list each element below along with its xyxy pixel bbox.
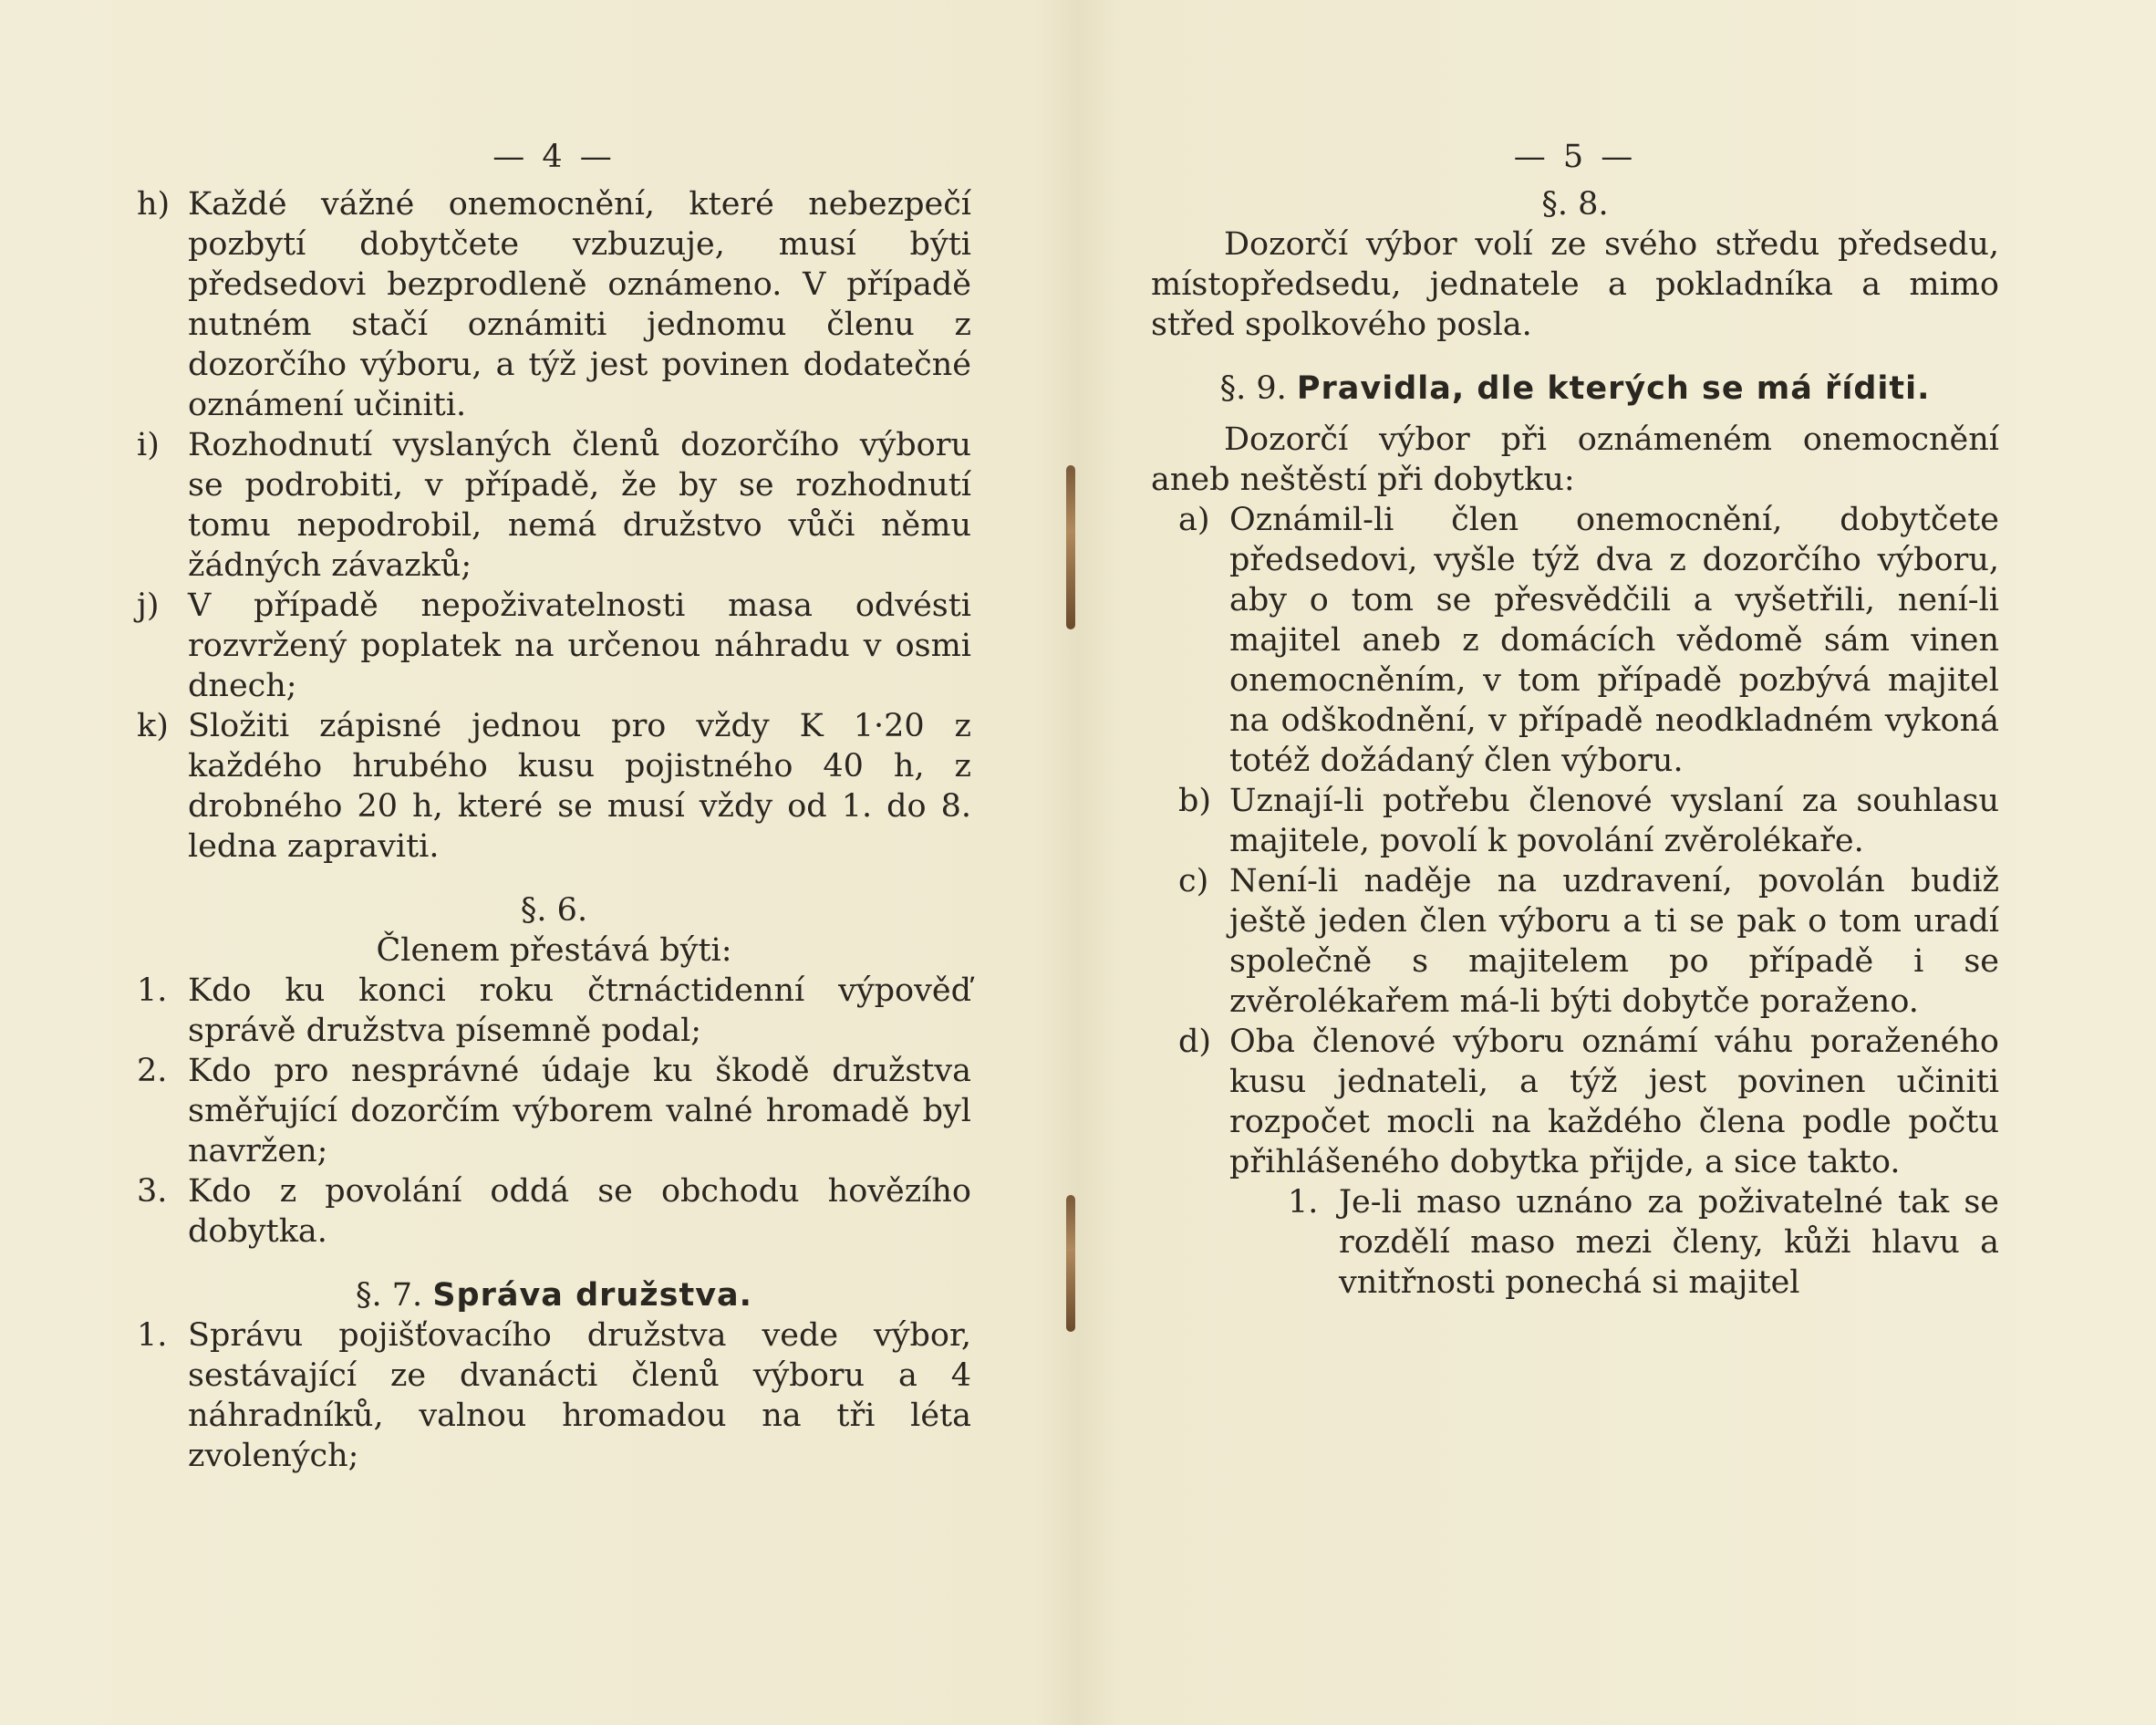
spacer — [1151, 409, 1999, 420]
left-page — [137, 137, 971, 1476]
binding-stitch-bottom — [1066, 1195, 1075, 1332]
section-6-subheading: Členem přestává býti: — [376, 932, 732, 969]
spacer — [137, 1252, 971, 1275]
section-7-title: Správa družstva. — [432, 1277, 752, 1314]
list-item — [137, 425, 971, 586]
list-item — [1151, 861, 1999, 1022]
list-item — [137, 1051, 971, 1171]
item-label: 1. — [137, 972, 168, 1009]
item-text: Uznají-li potřebu členové vyslaní za souhlasu majitele, povolí k povolání zvěrolékaře. — [1229, 783, 1999, 859]
item-label: i) — [137, 427, 160, 463]
item-label: a) — [1178, 502, 1210, 538]
item-label: h) — [137, 186, 171, 223]
item-text: Správu pojišťovacího družstva vede výbor, sestávající ze dvanácti členů výboru a 4 náhradníků, valnou hromadou na tři léta zvolených; — [188, 1317, 971, 1474]
item-label: 2. — [137, 1053, 168, 1089]
item-text: Oba členové výboru oznámí váhu poraženého kusu jednateli, a týž jest povinen učiniti rozpočet mocli na každého člena podle počtu přihlášeného dobytka přijde, a sice takto. — [1229, 1024, 1999, 1180]
list-item — [137, 971, 971, 1051]
section-8-heading: §. 8. — [1541, 186, 1609, 223]
list-item — [1151, 500, 1999, 781]
section-8-text: Dozorčí výbor volí ze svého středu předsedu, místopředsedu, jednatele a pokladníka a mimo střed spolkového posla. — [1151, 226, 1999, 343]
item-text: Každé vážné onemocnění, které nebezpečí pozbytí dobytčete vzbuzuje, musí býti předsedovi bezprodleně oznámeno. V případě nutném stačí oznámiti jednomu členu z dozorčího výboru, a týž jest povinen dodatečné oznámení učiniti. — [188, 186, 971, 423]
item-text: Oznámil-li člen onemocnění, dobytčete předsedovi, vyšle týž dva z dozorčího výboru, aby o tom se přesvědčili a vyšetřili, není-li majitel aneb z domácích vědomě sám vinen onemocněním, v tom případě pozbývá majitel na odškodnění, v případě neodkladném vykoná totéž dožádaný člen výboru. — [1229, 502, 1999, 779]
item-text: Je-li maso uznáno za poživatelné tak se rozdělí maso mezi členy, kůži hlavu a vnitřnosti ponechá si majitel — [1339, 1184, 1999, 1301]
section-9-intro: Dozorčí výbor při oznámeném onemocnění aneb neštěstí při dobytku: — [1151, 421, 1999, 498]
spacer — [1151, 345, 1999, 369]
list-item — [137, 706, 971, 867]
item-label: 1. — [137, 1317, 168, 1354]
item-text: Složiti zápisné jednou pro vždy K 1·20 z každého hrubého kusu pojistného 40 h, z drobného 20 h, které se musí vždy od 1. do 8. ledna zapraviti. — [188, 708, 971, 865]
spacer — [137, 867, 971, 890]
item-text: V případě nepoživatelnosti masa odvésti rozvržený poplatek na určenou náhradu v osmi dnech; — [188, 587, 971, 704]
item-label: k) — [137, 708, 169, 744]
section-7-number: §. 7. — [356, 1277, 423, 1314]
section-6-heading: §. 6. — [520, 892, 588, 929]
list-item — [1151, 1022, 1999, 1182]
item-text: Kdo ku konci roku čtrnáctidenní výpověď správě družstva písemně podal; — [188, 972, 971, 1049]
list-item — [137, 586, 971, 706]
list-item — [1151, 781, 1999, 861]
section-9-heading — [1151, 369, 1999, 409]
section-9-title: Pravidla, dle kterých se má říditi. — [1296, 370, 1931, 407]
item-label: c) — [1178, 863, 1209, 899]
section-7-heading — [137, 1275, 971, 1315]
right-page — [1151, 137, 1999, 1303]
list-item — [137, 1315, 971, 1476]
item-label: 1. — [1288, 1184, 1319, 1221]
page-number: — 5 — — [1513, 139, 1637, 175]
page-number: — 4 — — [492, 139, 616, 175]
item-label: d) — [1178, 1024, 1212, 1060]
binding-stitch-top — [1066, 465, 1075, 629]
list-item — [1151, 1182, 1999, 1303]
item-label: 3. — [137, 1173, 168, 1210]
item-label: j) — [137, 587, 160, 624]
item-text: Kdo z povolání oddá se obchodu hovězího dobytka. — [188, 1173, 971, 1250]
binding-gutter — [1063, 456, 1078, 1332]
item-text: Rozhodnutí vyslaných členů dozorčího výboru se podrobiti, v případě, že by se rozhodnutí tomu nepodrobil, nemá družstvo vůči němu žádných závazků; — [188, 427, 971, 584]
item-text: Kdo pro nesprávné údaje ku škodě družstva směřující dozorčím výborem valné hromadě byl navržen; — [188, 1053, 971, 1169]
list-item — [137, 1171, 971, 1252]
item-label: b) — [1178, 783, 1212, 819]
section-9-number: §. 9. — [1219, 370, 1287, 407]
list-item — [137, 184, 971, 425]
item-text: Není-li naděje na uzdravení, povolán budiž ještě jeden člen výboru a ti se pak o tom uradí společně s majitelem po případě i se zvěrolékařem má-li býti dobytče poraženo. — [1229, 863, 1999, 1020]
